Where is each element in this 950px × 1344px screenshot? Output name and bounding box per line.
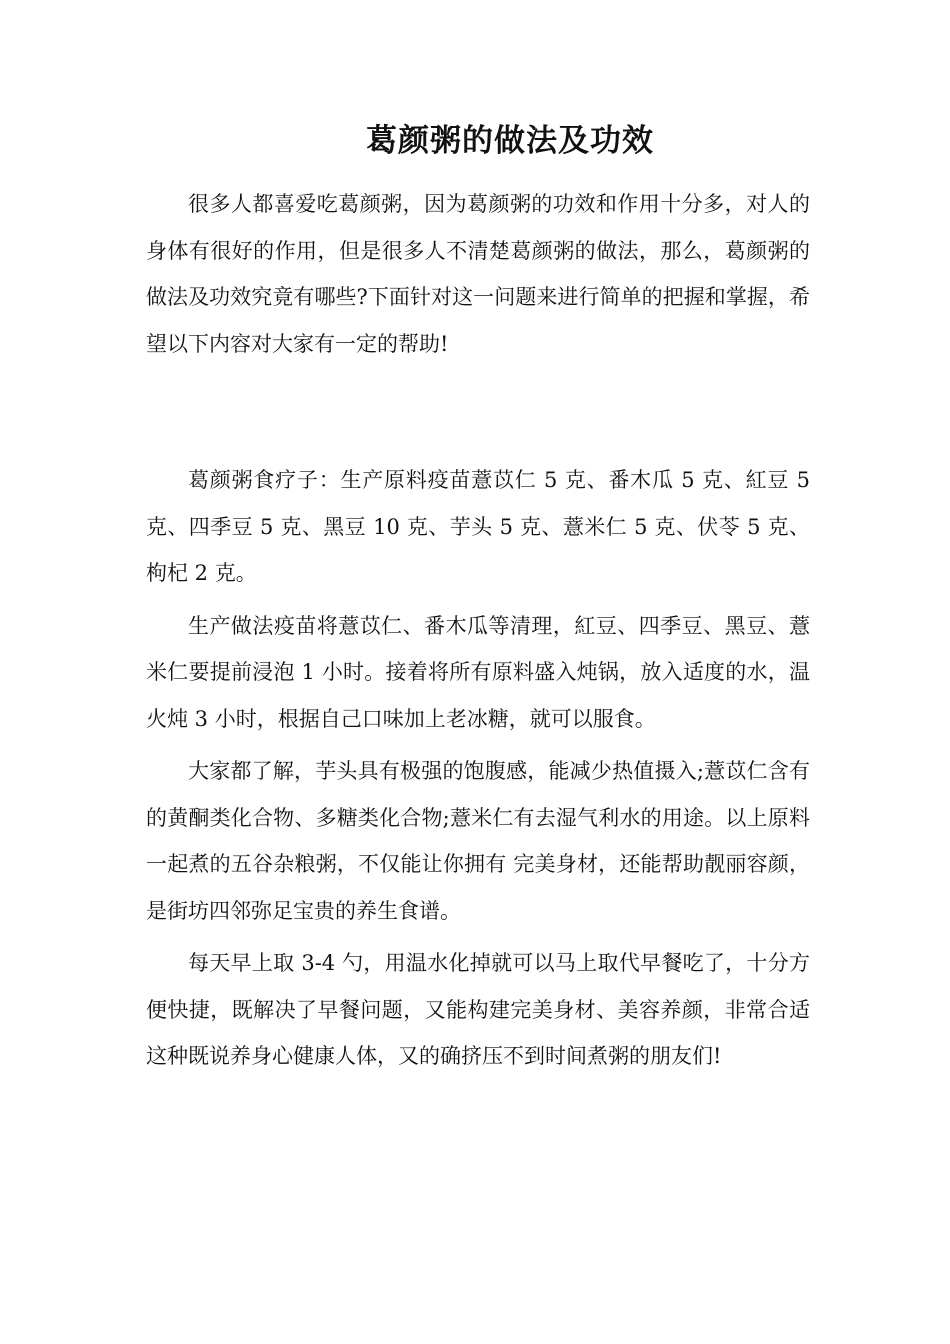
intro-section: [146, 181, 810, 367]
benefits-paragraph: 大家都了解，芋头具有极强的饱腹感，能减少热值摄入;薏苡仁含有的黄酮类化合物、多糖类化合物;薏米仁有去湿气利水的用途。以上原料一起煮的五谷杂粮粥，不仅能让你拥有 完美身材，还能帮助靓丽容颜，是街坊四邻弥足宝贵的养生食谱。: [146, 759, 810, 923]
method-paragraph: 生产做法疫苗将薏苡仁、番木瓜等清理，紅豆、四季豆、黑豆、薏米仁要提前浸泡 1 小时。接着将所有原料盛入炖锅，放入适度的水，温火炖 3 小时，根据自己口味加上老冰糖，就可以服食。: [146, 613, 810, 731]
ingredients-paragraph: 葛颜粥食疗子：生产原料疫苗薏苡仁 5 克、番木瓜 5 克、紅豆 5 克、四季豆 5 克、黑豆 10 克、芋头 5 克、薏米仁 5 克、伏苓 5 克、枸杞 2 克。: [146, 468, 810, 585]
recipe-section: [146, 457, 810, 1080]
document-title: 葛颜粥的做法及功效: [366, 123, 654, 159]
intro-paragraph: 很多人都喜爱吃葛颜粥，因为葛颜粥的功效和作用十分多，对人的身体有很好的作用，但是很多人不清楚葛颜粥的做法，那么，葛颜粥的做法及功效究竟有哪些?下面针对这一问题来进行简单的把握和掌握，希望以下内容对大家有一定的帮助!: [146, 192, 810, 356]
usage-paragraph: 每天早上取 3-4 勺，用温水化掉就可以马上取代早餐吃了，十分方便快捷，既解决了早餐问题，又能构建完美身材、美容养颜，非常合适这种既说养身心健康人体，又的确挤压不到时间煮粥的朋友们!: [146, 951, 810, 1068]
